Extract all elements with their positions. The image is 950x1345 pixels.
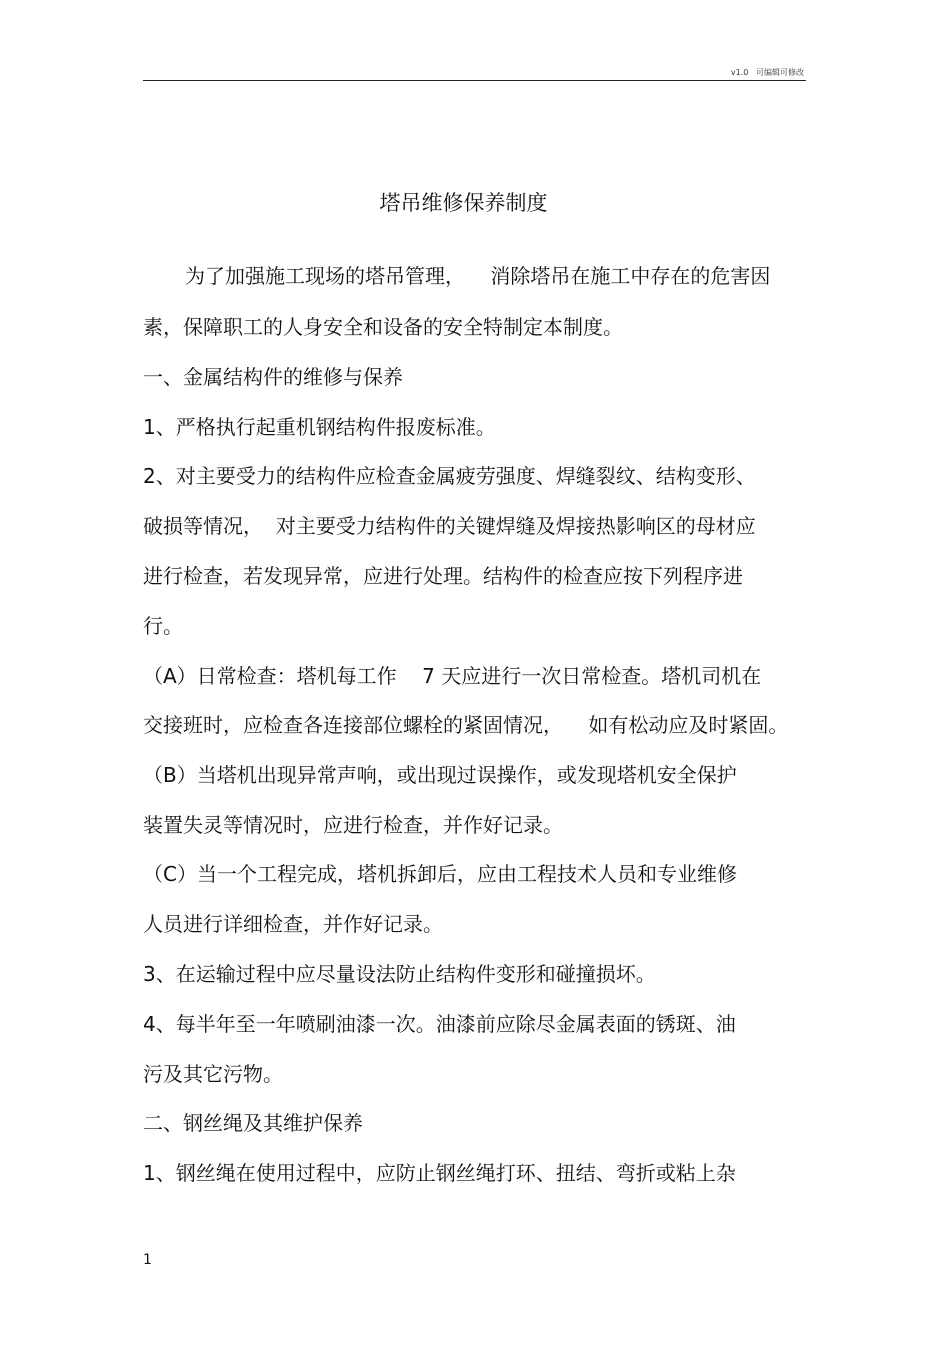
page-number: 1: [143, 1252, 152, 1268]
body-line: 为了加强施工现场的塔吊管理， 消除塔吊在施工中存在的危害因: [185, 264, 771, 288]
body-line: 装置失灵等情况时，应进行检查，并作好记录。: [143, 813, 563, 837]
body-line: 1、钢丝绳在使用过程中，应防止钢丝绳打环、扭结、弯折或粘上杂: [143, 1161, 736, 1185]
body-line: 4、每半年至一年喷刷油漆一次。油漆前应除尽金属表面的锈斑、油: [143, 1012, 736, 1036]
body-line: 素，保障职工的人身安全和设备的安全特制定本制度。: [143, 315, 623, 339]
body-line: （A）日常检查：塔机每工作 7 天应进行一次日常检查。塔机司机在: [143, 664, 762, 688]
body-line: 进行检查，若发现异常，应进行处理。结构件的检查应按下列程序进: [143, 564, 743, 588]
section-heading: 二、钢丝绳及其维护保养: [143, 1111, 363, 1135]
body-line: 行。: [143, 614, 183, 638]
body-line: （B）当塔机出现异常声响，或出现过误操作，或发现塔机安全保护: [143, 763, 737, 787]
body-line: 1、严格执行起重机钢结构件报废标准。: [143, 415, 496, 439]
body-line: 污及其它污物。: [143, 1062, 283, 1086]
body-line: 破损等情况， 对主要受力结构件的关键焊缝及焊接热影响区的母材应: [143, 514, 756, 538]
body-line: （C）当一个工程完成，塔机拆卸后，应由工程技术人员和专业维修: [143, 862, 737, 886]
document-title: 塔吊维修保养制度: [379, 191, 548, 215]
section-heading: 一、金属结构件的维修与保养: [143, 365, 403, 389]
body-line: 3、在运输过程中应尽量设法防止结构件变形和碰撞损坏。: [143, 962, 656, 986]
body-line: 2、对主要受力的结构件应检查金属疲劳强度、焊缝裂纹、结构变形、: [143, 464, 756, 488]
body-line: 人员进行详细检查，并作好记录。: [143, 912, 443, 936]
header-divider: [143, 80, 806, 81]
body-line: 交接班时，应检查各连接部位螺栓的紧固情况， 如有松动应及时紧固。: [143, 713, 789, 737]
header-version-note: v1.0 可编辑可修改: [730, 68, 804, 77]
